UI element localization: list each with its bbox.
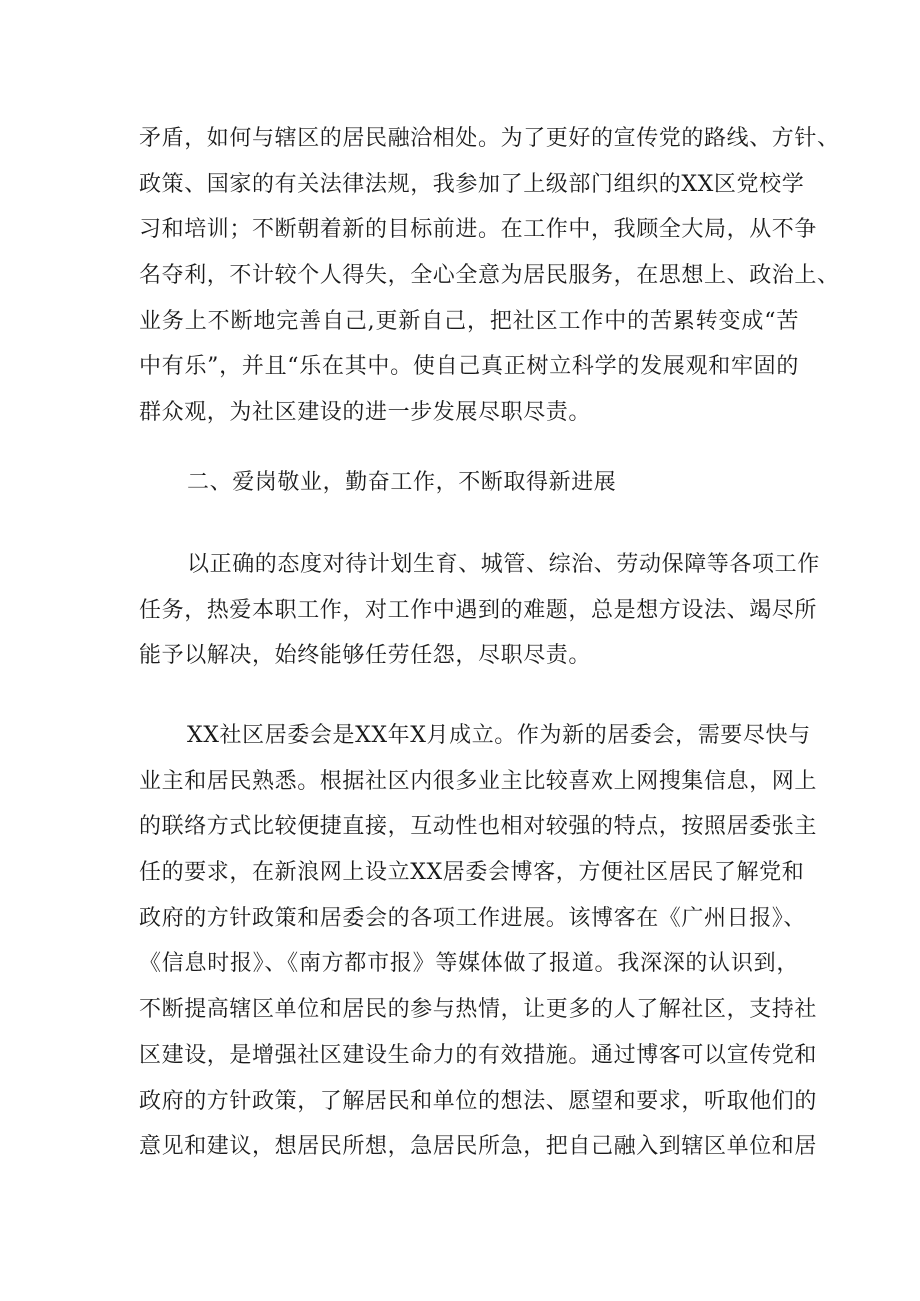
- text-line: 习和培训；不断朝着新的目标前进。在工作中，我顾全大局，从不争: [139, 217, 818, 243]
- section-heading-text: 二、爱岗敬业，勤奋工作，不断取得新进展: [187, 470, 617, 495]
- text-line: 任务，热爱本职工作，对工作中遇到的难题，总是想方设法、竭尽所: [139, 597, 818, 623]
- text-line: 能予以解决，始终能够任劳任怨，尽职尽责。: [139, 643, 592, 669]
- text-line: 中有乐”，并且“乐在其中。使自己真正树立科学的发展观和牢固的: [139, 354, 799, 380]
- text-line: XX社区居委会是XX年X月成立。作为新的居委会，需要尽快与: [187, 723, 811, 748]
- text-line: 名夺利，不计较个人得失，全心全意为居民服务，在思想上、政治上、: [139, 263, 840, 289]
- text-line: 群众观，为社区建设的进一步发展尽职尽责。: [139, 400, 592, 426]
- text-line: 的联络方式比较便捷直接，互动性也相对较强的特点，按照居委张主: [139, 814, 818, 840]
- text-line: 意见和建议，想居民所想，急居民所急，把自己融入到辖区单位和居: [139, 1134, 818, 1160]
- text-line: 政策、国家的有关法律法规，我参加了上级部门组织的XX区党校学: [139, 171, 805, 197]
- text-line: 政府的方针政策和居委会的各项工作进展。该博客在《广州日报》、: [139, 905, 807, 931]
- text-line: 区建设，是增强社区建设生命力的有效措施。通过博客可以宣传党和: [139, 1042, 818, 1068]
- text-line: 政府的方针政策，了解居民和单位的想法、愿望和要求，听取他们的: [139, 1088, 818, 1114]
- paragraph-3: [139, 713, 818, 1170]
- section-heading: [139, 460, 799, 506]
- text-line: 业务上不断地完善自己,更新自己，把社区工作中的苦累转变成“苦: [139, 308, 799, 334]
- text-line: 以正确的态度对待计划生育、城管、综治、劳动保障等各项工作: [187, 552, 820, 577]
- paragraph-1: [139, 116, 840, 436]
- text-line: 业主和居民熟悉。根据社区内很多业主比较喜欢上网搜集信息，网上: [139, 768, 818, 794]
- text-line: 《信息时报》、《南方都市报》等媒体做了报道。我深深的认识到，: [139, 951, 799, 977]
- paragraph-2: [139, 542, 820, 679]
- text-line: 不断提高辖区单位和居民的参与热情，让更多的人了解社区，支持社: [139, 997, 818, 1023]
- text-line: 任的要求，在新浪网上设立XX居委会博客，方便社区居民了解党和: [139, 860, 805, 886]
- text-line: 矛盾，如何与辖区的居民融洽相处。为了更好的宣传党的路线、方针、: [139, 126, 840, 151]
